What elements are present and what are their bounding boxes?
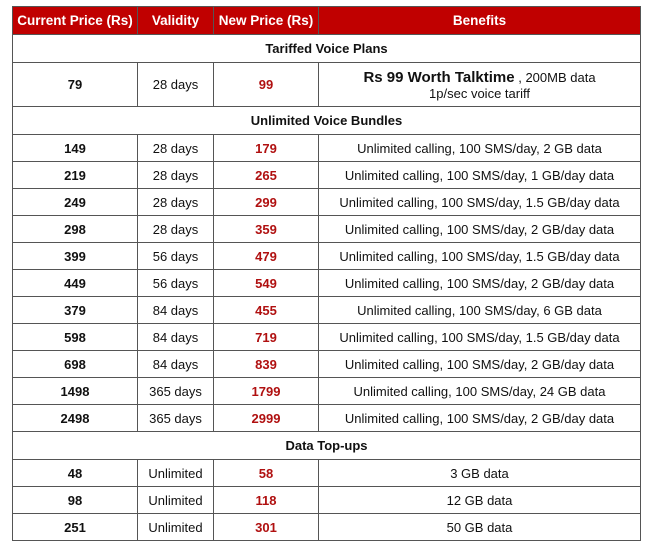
validity: 28 days: [138, 216, 214, 243]
new-price: 719: [214, 324, 319, 351]
benefits: Unlimited calling, 100 SMS/day, 24 GB data: [319, 378, 641, 405]
table-row: [13, 324, 641, 351]
benefit-rest: , 200MB data: [518, 69, 596, 85]
current-price: 79: [13, 63, 138, 107]
table-row: [13, 135, 641, 162]
benefits: Unlimited calling, 100 SMS/day, 2 GB/day data: [319, 216, 641, 243]
validity: 365 days: [138, 378, 214, 405]
new-price: 265: [214, 162, 319, 189]
current-price: 219: [13, 162, 138, 189]
current-price: 298: [13, 216, 138, 243]
current-price: 249: [13, 189, 138, 216]
benefits: Unlimited calling, 100 SMS/day, 1.5 GB/day data: [319, 189, 641, 216]
current-price: 449: [13, 270, 138, 297]
header-new-price: New Price (Rs): [214, 7, 319, 35]
validity: Unlimited: [138, 487, 214, 514]
benefits: Unlimited calling, 100 SMS/day, 2 GB/day data: [319, 270, 641, 297]
current-price: 48: [13, 460, 138, 487]
benefits: Unlimited calling, 100 SMS/day, 6 GB data: [319, 297, 641, 324]
new-price: 58: [214, 460, 319, 487]
current-price: 598: [13, 324, 138, 351]
header-validity: Validity: [138, 7, 214, 35]
current-price: 698: [13, 351, 138, 378]
current-price: 251: [13, 514, 138, 541]
new-price: 99: [214, 63, 319, 107]
current-price: 379: [13, 297, 138, 324]
benefits: Unlimited calling, 100 SMS/day, 2 GB/day data: [319, 405, 641, 432]
table-row: [13, 514, 641, 541]
new-price: 479: [214, 243, 319, 270]
section-title: Data Top-ups: [13, 432, 641, 460]
benefit-line2: 1p/sec voice tariff: [429, 85, 530, 101]
section-title: Tariffed Voice Plans: [13, 35, 641, 63]
new-price: 2999: [214, 405, 319, 432]
validity: 84 days: [138, 297, 214, 324]
new-price: 301: [214, 514, 319, 541]
header-benefits: Benefits: [319, 7, 641, 35]
validity: 365 days: [138, 405, 214, 432]
benefits: 3 GB data: [319, 460, 641, 487]
validity: 28 days: [138, 135, 214, 162]
table-row: [13, 270, 641, 297]
table-row: [13, 63, 641, 107]
new-price: 549: [214, 270, 319, 297]
benefit-bold: Rs 99 Worth Talktime: [363, 68, 515, 86]
validity: 28 days: [138, 189, 214, 216]
table-row: [13, 460, 641, 487]
new-price: 839: [214, 351, 319, 378]
table-row: [13, 216, 641, 243]
validity: 28 days: [138, 63, 214, 107]
validity: 84 days: [138, 351, 214, 378]
validity: 56 days: [138, 243, 214, 270]
current-price: 98: [13, 487, 138, 514]
table-row: [13, 351, 641, 378]
new-price: 179: [214, 135, 319, 162]
new-price: 1799: [214, 378, 319, 405]
validity: Unlimited: [138, 514, 214, 541]
benefits: Unlimited calling, 100 SMS/day, 1 GB/day data: [319, 162, 641, 189]
benefits: 12 GB data: [319, 487, 641, 514]
table-row: [13, 378, 641, 405]
table-row: [13, 189, 641, 216]
header-row: [13, 7, 641, 35]
tariff-table: [12, 6, 641, 541]
current-price: 1498: [13, 378, 138, 405]
benefits: [319, 63, 641, 107]
table-row: [13, 487, 641, 514]
section-title: Unlimited Voice Bundles: [13, 107, 641, 135]
benefits: 50 GB data: [319, 514, 641, 541]
validity: Unlimited: [138, 460, 214, 487]
current-price: 149: [13, 135, 138, 162]
current-price: 2498: [13, 405, 138, 432]
validity: 28 days: [138, 162, 214, 189]
benefits: Unlimited calling, 100 SMS/day, 1.5 GB/day data: [319, 324, 641, 351]
header-current-price: Current Price (Rs): [13, 7, 138, 35]
current-price: 399: [13, 243, 138, 270]
validity: 56 days: [138, 270, 214, 297]
new-price: 455: [214, 297, 319, 324]
new-price: 118: [214, 487, 319, 514]
benefits: Unlimited calling, 100 SMS/day, 2 GB/day data: [319, 351, 641, 378]
new-price: 359: [214, 216, 319, 243]
table-row: [13, 405, 641, 432]
table-row: [13, 243, 641, 270]
benefits: Unlimited calling, 100 SMS/day, 2 GB data: [319, 135, 641, 162]
table-row: [13, 162, 641, 189]
benefits: Unlimited calling, 100 SMS/day, 1.5 GB/day data: [319, 243, 641, 270]
new-price: 299: [214, 189, 319, 216]
table-row: [13, 297, 641, 324]
validity: 84 days: [138, 324, 214, 351]
